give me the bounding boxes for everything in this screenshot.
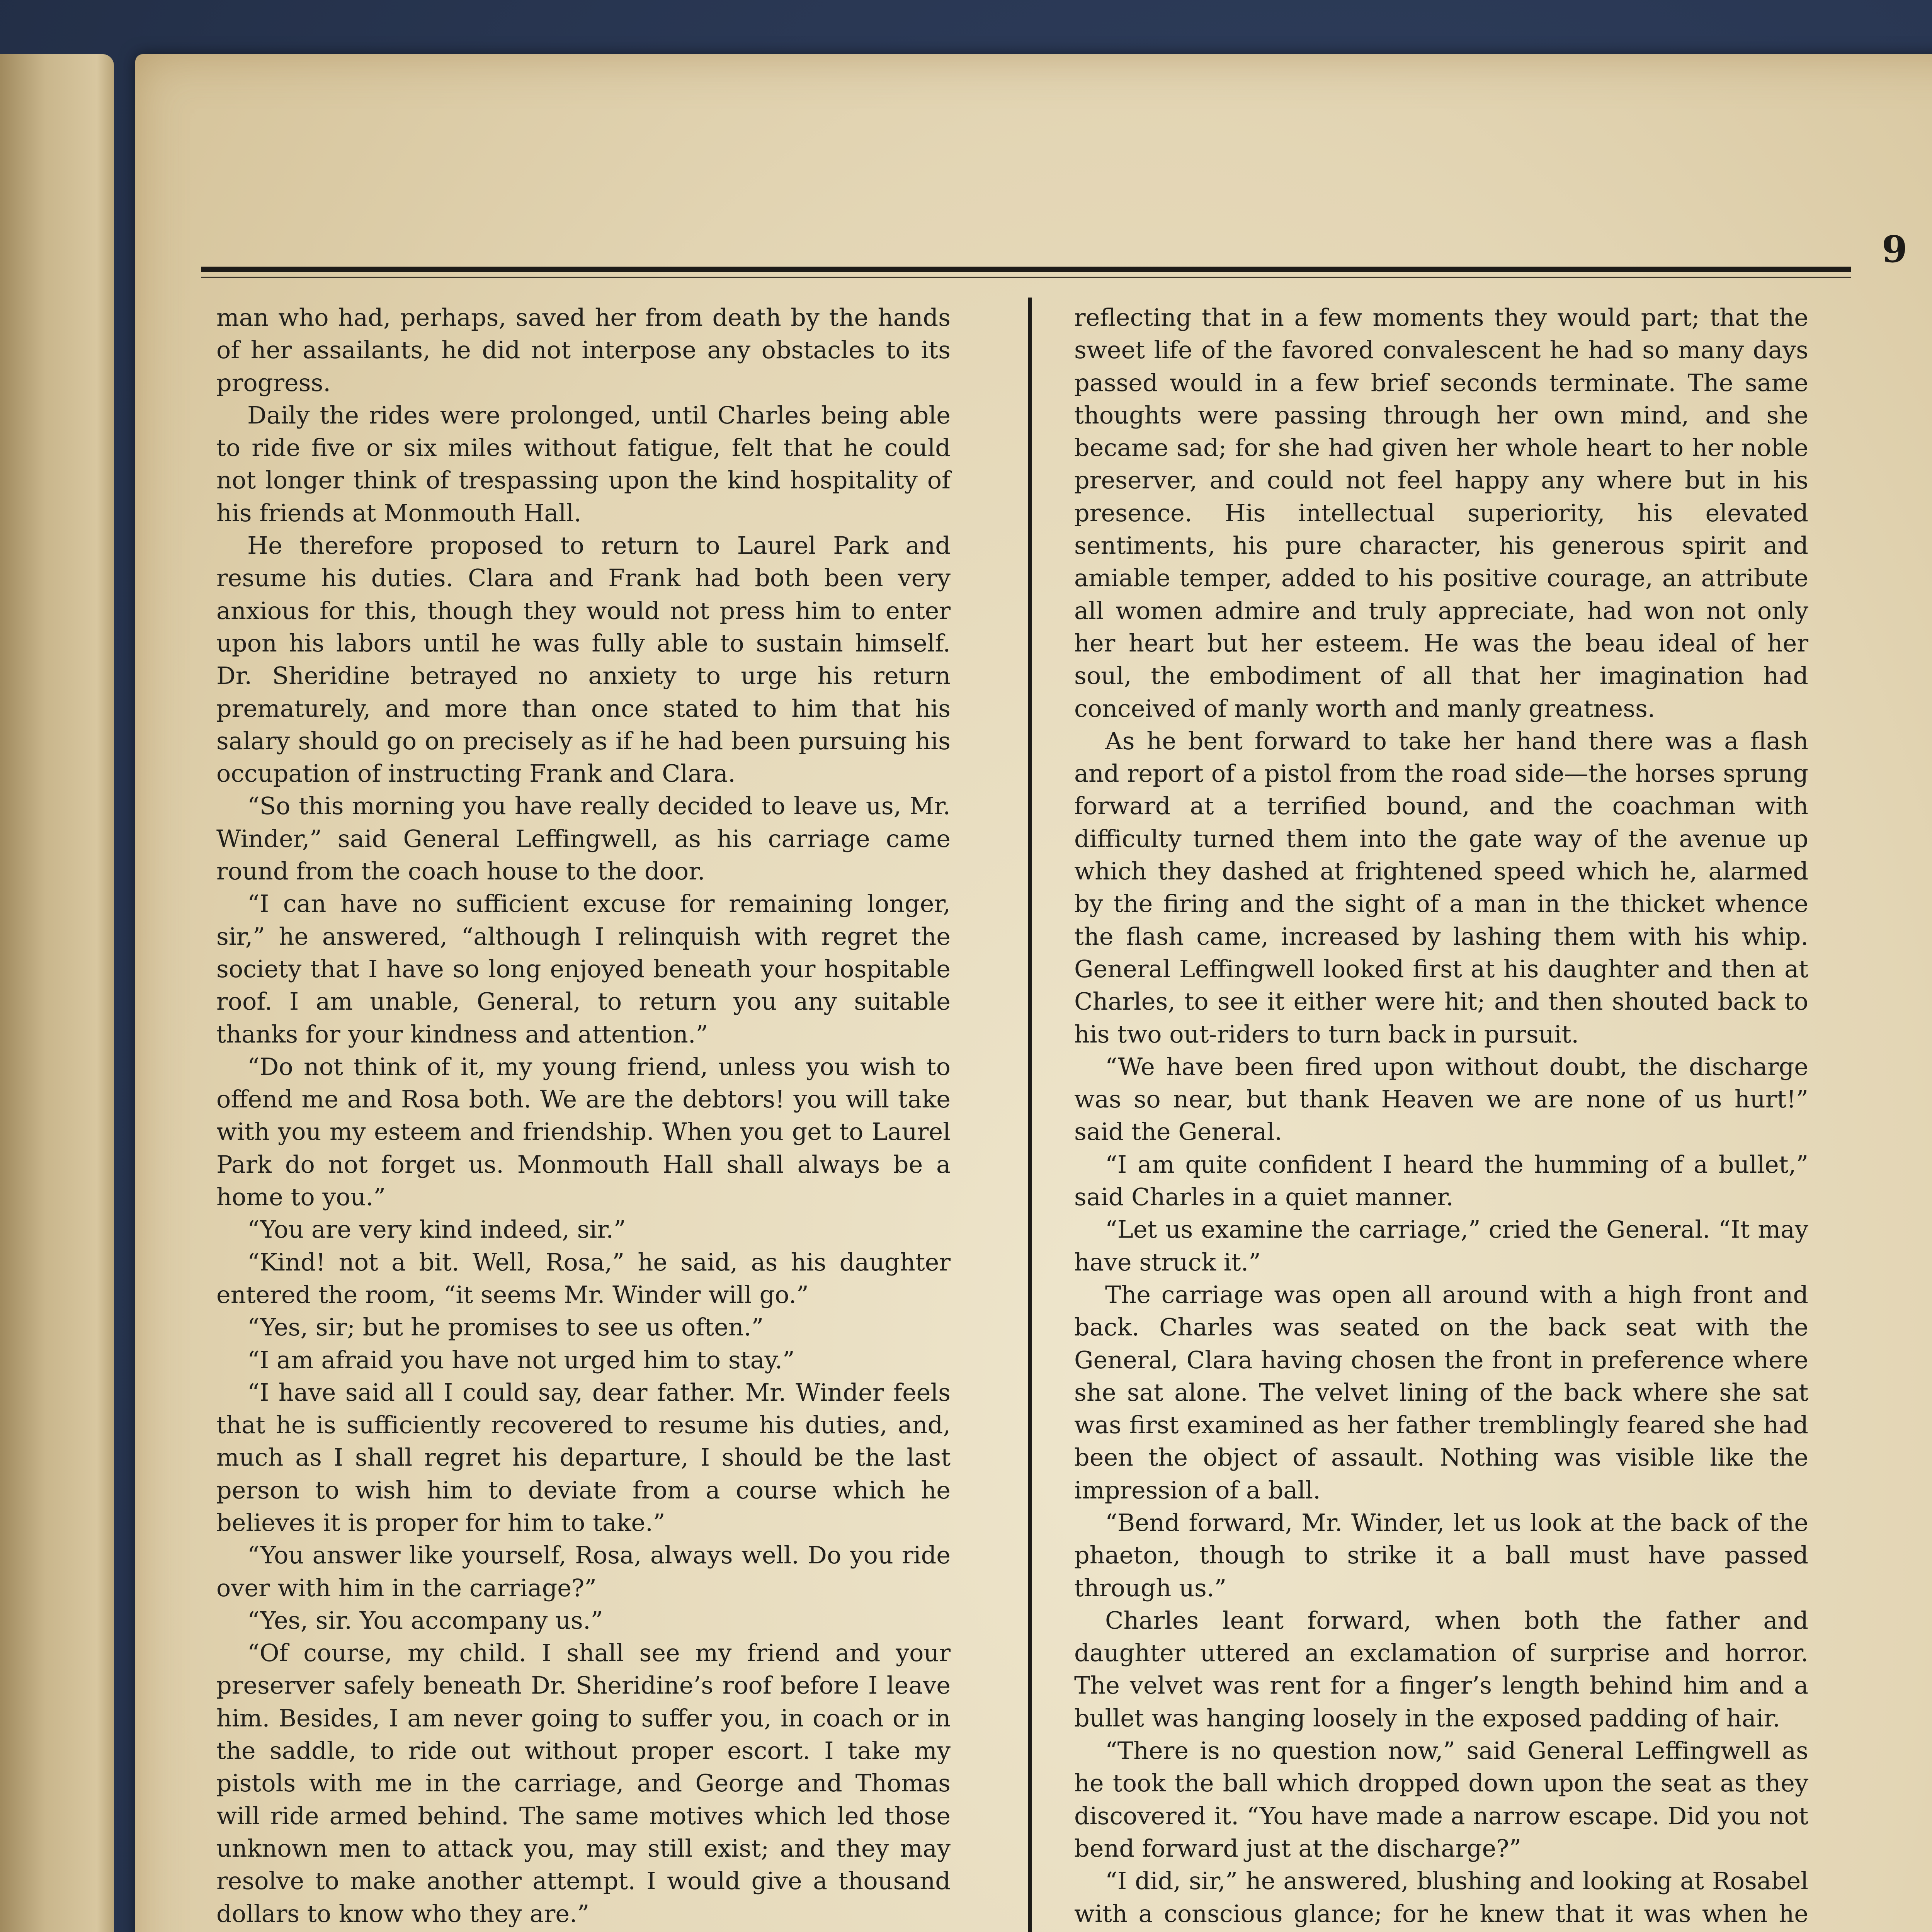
paragraph: “Do not think of it, my young friend, unless you wish to offend me and Rosa both. We are the debtors! you will take with you my esteem and friendship. When you get to Laurel Park do not forget us. Monmouth Hall shall always be a home to you.” bbox=[216, 1052, 951, 1211]
paragraph: “You answer like yourself, Rosa, always well. Do you ride over with him in the carriage?” bbox=[216, 1541, 951, 1602]
paragraph: reflecting that in a few moments they would part; that the sweet life of the favored convalescent he had so many days passed would in a few brief seconds terminate. The same thoughts were passing through her own mind, and she became sad; for she had given her whole heart to her noble preserver, and could not feel happy any where but in his presence. His intellectual superiority, his elevated sentiments, his pure character, his generous spirit and amiable temper, added to his positive courage, an attribute all women admire and truly appreciate, had won not only her heart but her esteem. He was the beau ideal of her soul, the embodiment of all that her imagination had conceived of manly worth and manly greatness. bbox=[1074, 303, 1808, 723]
paragraph: “I did, sir,” he answered, blushing and looking at Rosabel with a conscious glance; for he knew that it was when he bbox=[1074, 1867, 1808, 1928]
right-column bbox=[1074, 301, 1808, 1932]
paragraph: The carriage was open all around with a high front and back. Charles was seated on the back seat with the General, Clara having chosen the front in preference where she sat alone. The velvet lining of the back where she sat was first examined as her father tremblingly feared she had been the object of assault. Nothing was visible like the impression of a ball. bbox=[1074, 1280, 1808, 1504]
header-rule bbox=[201, 267, 1851, 272]
paragraph: “We have been fired upon without doubt, the discharge was so near, but thank Heaven we are none of us hurt!” said the General. bbox=[1074, 1052, 1808, 1146]
paragraph: “Of course, my child. I shall see my friend and your preserver safely beneath Dr. Sheridine’s roof before I leave him. Besides, I am never going to suffer you, in coach or in the saddle, to ride out without proper escort. I take my pistols with me in the carriage, and George and Thomas will ride armed behind. The same motives which led those unknown men to attack you, may still exist; and they may resolve to make another attempt. I would give a thousand dollars to know who they are.” bbox=[216, 1639, 951, 1928]
paragraph: man who had, perhaps, saved her from death by the hands of her assailants, he did not interpose any obstacles to its progress. bbox=[216, 303, 951, 397]
paragraph: “You are very kind indeed, sir.” bbox=[247, 1215, 626, 1244]
paragraph: Daily the rides were prolonged, until Charles being able to ride five or six miles without fatigue, felt that he could not longer think of trespassing upon the kind hospitality of his friends at Monmouth Hall. bbox=[216, 401, 951, 527]
previous-page-edge bbox=[0, 54, 114, 1932]
header-rule-thin bbox=[201, 277, 1851, 278]
column-divider bbox=[1028, 298, 1032, 1932]
paragraph bbox=[216, 1930, 951, 1932]
paragraph: “Bend forward, Mr. Winder, let us look at the back of the phaeton, though to strike it a ball must have passed through us.” bbox=[1074, 1508, 1808, 1602]
paragraph: As he bent forward to take her hand there was a flash and report of a pistol from the road side—the horses sprung forward at a terrified bound, and the coachman with difficulty turned them into the gate way of the avenue up which they dashed at frightened speed which he, alarmed by the firing and the sight of a man in the thicket whence the flash came, increased by lashing them with his whip. General Leffingwell looked first at his daughter and then at Charles, to see it either were hit; and then shouted back to his two out-riders to turn back in pursuit. bbox=[1074, 726, 1808, 1048]
paragraph: “Kind! not a bit. Well, Rosa,” he said, as his daughter entered the room, “it seems Mr. Winder will go.” bbox=[216, 1248, 951, 1309]
paragraph: “Let us examine the carriage,” cried the General. “It may have struck it.” bbox=[1074, 1215, 1808, 1276]
paragraph: “I am afraid you have not urged him to stay.” bbox=[247, 1345, 795, 1374]
paragraph: “I have said all I could say, dear father. Mr. Winder feels that he is sufficiently recovered to resume his duties, and, much as I shall regret his departure, I should be the last person to wish him to deviate from a course which he believes it is proper for him to take.” bbox=[216, 1378, 951, 1537]
paragraph: He therefore proposed to return to Laurel Park and resume his duties. Clara and Frank had both been very anxious for this, though they would not press him to enter upon his labors until he was fully able to sustain himself. Dr. Sheridine betrayed no anxiety to urge his return prematurely, and more than once stated to him that his salary should go on precisely as if he had been pursuing his occupation of instructing Frank and Clara. bbox=[216, 531, 951, 788]
paragraph: Charles leant forward, when both the father and daughter uttered an exclamation of surprise and horror. The velvet was rent for a finger’s length behind him and a bullet was hanging loosely in the exposed padding of hair. bbox=[1074, 1606, 1808, 1732]
paragraph: “Yes, sir; but he promises to see us often.” bbox=[247, 1313, 764, 1342]
page-number: 9 bbox=[1882, 228, 1908, 271]
paragraph: “Yes, sir. You accompany us.” bbox=[247, 1606, 603, 1634]
paragraph: “There is no question now,” said General Leffingwell as he took the ball which dropped down upon the seat as they discovered it. “You have made a narrow escape. Did you not bend forward just at the discharge?” bbox=[1074, 1736, 1808, 1862]
paragraph: “I am quite confident I heard the humming of a bullet,” said Charles in a quiet manner. bbox=[1074, 1150, 1808, 1211]
left-column bbox=[216, 301, 951, 1932]
paragraph: “I can have no sufficient excuse for remaining longer, sir,” he answered, “although I relinquish with regret the society that I have so long enjoyed beneath your hospitable roof. I am unable, General, to return you any suitable thanks for your kindness and attention.” bbox=[216, 889, 951, 1048]
paragraph: “So this morning you have really decided to leave us, Mr. Winder,” said General Leffingwell, as his carriage came round from the coach house to the door. bbox=[216, 792, 951, 886]
